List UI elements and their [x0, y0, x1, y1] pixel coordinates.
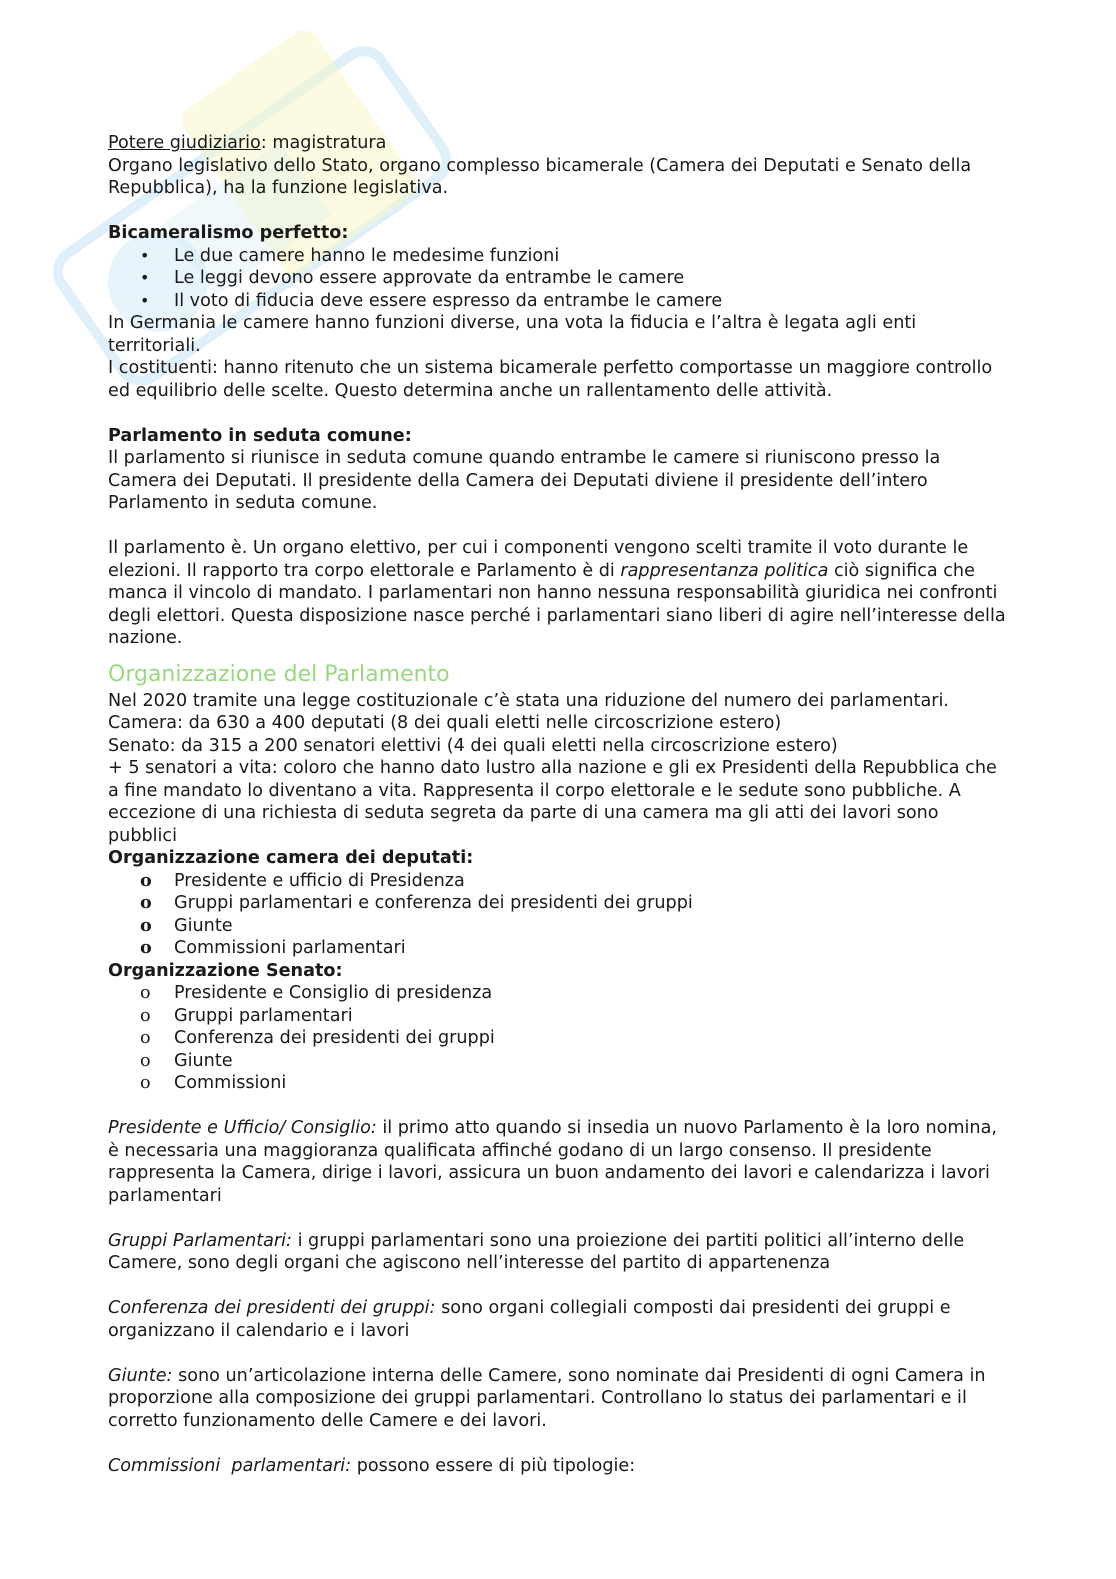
- list-item: o Conferenza dei presidenti dei gruppi: [140, 1028, 495, 1048]
- definition-term: Gruppi Parlamentari:: [108, 1230, 292, 1251]
- list-item: o Gruppi parlamentari e conferenza dei presidenti dei gruppi: [140, 892, 693, 913]
- bullet-icon: •: [140, 290, 150, 310]
- circle-bullet-icon: o: [140, 892, 152, 913]
- intro-line: [108, 132, 1008, 155]
- definition-presidente: Presidente e Ufficio/ Consiglio: il primo atto quando si insedia un nuovo Parlamento è la loro nomina, è necessaria una maggioranza qualificata affinché godano di un largo consenso. Il presidente rappresenta la Camera, dirige i lavori, assicura un buon andamento dei lavori e calendarizza i lavori parlamentari: [108, 1118, 997, 1206]
- camera-list: [108, 870, 1008, 960]
- definition-gruppi: Gruppi Parlamentari: i gruppi parlamentari sono una proiezione dei partiti politici all’interno delle Camere, sono degli organi che agiscono nell’interesse del partito di appartenenza: [108, 1230, 965, 1273]
- bicameral-list: [108, 245, 1008, 313]
- list-item: o Gruppi parlamentari: [140, 1005, 353, 1026]
- circle-bullet-icon: o: [140, 937, 152, 958]
- definition-conferenza: Conferenza dei presidenti dei gruppi: sono organi collegiali composti dai presidenti dei gruppi e organizzano il calendario e i lavori: [108, 1298, 951, 1341]
- list-item: o Commissioni: [140, 1073, 287, 1093]
- definition-commissioni: Commissioni parlamentari: possono essere di più tipologie:: [108, 1455, 636, 1476]
- org-line: Camera: da 630 a 400 deputati (8 dei quali eletti nelle circoscrizione estero): [108, 713, 782, 733]
- org-line: Senato: da 315 a 200 senatori elettivi (4 dei quali eletti nella circoscrizione estero): [108, 735, 838, 756]
- seduta-heading: Parlamento in seduta comune:: [108, 425, 412, 446]
- definition-term: Commissioni parlamentari:: [108, 1455, 352, 1476]
- circle-bullet-icon: o: [140, 983, 151, 1003]
- intro-rest: : magistratura: [260, 133, 387, 153]
- emphasis-text: rappresentanza politica: [620, 560, 829, 581]
- camera-heading: Organizzazione camera dei deputati:: [108, 848, 474, 868]
- definition-term: Conferenza dei presidenti dei gruppi:: [108, 1298, 436, 1318]
- circle-bullet-icon: o: [140, 1028, 151, 1048]
- definition-giunte: Giunte: sono un’articolazione interna delle Camere, sono nominate dai Presidenti di ogni Camera in proporzione alla composizione dei gruppi parlamentari. Controllano lo status dei parlamentari e il corretto funzionamento delle Camere e dei lavori.: [108, 1365, 986, 1431]
- list-item: • Le due camere hanno le medesime funzioni: [140, 245, 560, 266]
- elettivo-paragraph: Il parlamento è. Un organo elettivo, per cui i componenti vengono scelti tramite il voto durante le elezioni. Il rapporto tra corpo elettorale e Parlamento è di rappresentanza politica ciò significa che manca il vincolo di mandato. I parlamentari non hanno nessuna responsabilità giuridica nei confronti degli elettori. Questa disposizione nasce perché i parlamentari siano liberi di agire nell’interesse della nazione.: [108, 538, 1006, 648]
- list-item: • Il voto di fiducia deve essere espresso da entrambe le camere: [140, 290, 723, 311]
- list-item: • Le leggi devono essere approvate da entrambe le camere: [140, 268, 685, 288]
- org-line: Nel 2020 tramite una legge costituzionale c’è stata una riduzione del numero dei parlamentari.: [108, 690, 949, 711]
- list-item: o Presidente e Consiglio di presidenza: [140, 983, 493, 1003]
- senato-list: [108, 982, 1008, 1095]
- bicameral-heading: Bicameralismo perfetto:: [108, 223, 349, 243]
- org-line: + 5 senatori a vita: coloro che hanno dato lustro alla nazione e gli ex Presidenti della Repubblica che a fine mandato lo diventano a vita. Rappresenta il corpo elettorale e le sedute sono pubbliche. A eccezione di una richiesta di seduta segreta da parte di una camera ma gli atti dei lavori sono pubblici: [108, 758, 997, 846]
- circle-bullet-icon: o: [140, 1050, 151, 1071]
- seduta-paragraph: Il parlamento si riunisce in seduta comune quando entrambe le camere si riuniscono presso la Camera dei Deputati. Il presidente della Camera dei Deputati diviene il presidente dell’intero Parlamento in seduta comune.: [108, 448, 941, 513]
- list-item: o Commissioni parlamentari: [140, 937, 406, 958]
- document-body: [108, 132, 1008, 1477]
- definition-term: Giunte:: [108, 1365, 173, 1386]
- senato-heading: Organizzazione Senato:: [108, 960, 343, 981]
- list-item: o Giunte: [140, 914, 233, 936]
- circle-bullet-icon: o: [140, 869, 152, 891]
- list-item: o Presidente e ufficio di Presidenza: [140, 869, 465, 891]
- germany-paragraph: In Germania le camere hanno funzioni diverse, una vota la fiducia e l’altra è legata agli enti territoriali.: [108, 313, 917, 356]
- definition-term: Presidente e Ufficio/ Consiglio:: [108, 1118, 377, 1138]
- costituenti-paragraph: I costituenti: hanno ritenuto che un sistema bicamerale perfetto comportasse un maggiore controllo ed equilibrio delle scelte. Questo determina anche un rallentamento delle attività.: [108, 358, 993, 401]
- bullet-icon: •: [140, 268, 150, 287]
- bullet-icon: •: [140, 245, 150, 265]
- circle-bullet-icon: o: [140, 1005, 151, 1026]
- intro-label: Potere giudiziario: [108, 133, 261, 153]
- circle-bullet-icon: o: [140, 1073, 151, 1093]
- intro-paragraph: Organo legislativo dello Stato, organo complesso bicamerale (Camera dei Deputati e Senato della Repubblica), ha la funzione legislativa.: [108, 155, 972, 198]
- list-item: o Giunte: [140, 1050, 233, 1071]
- section-title: Organizzazione del Parlamento: [108, 661, 450, 687]
- circle-bullet-icon: o: [140, 914, 152, 936]
